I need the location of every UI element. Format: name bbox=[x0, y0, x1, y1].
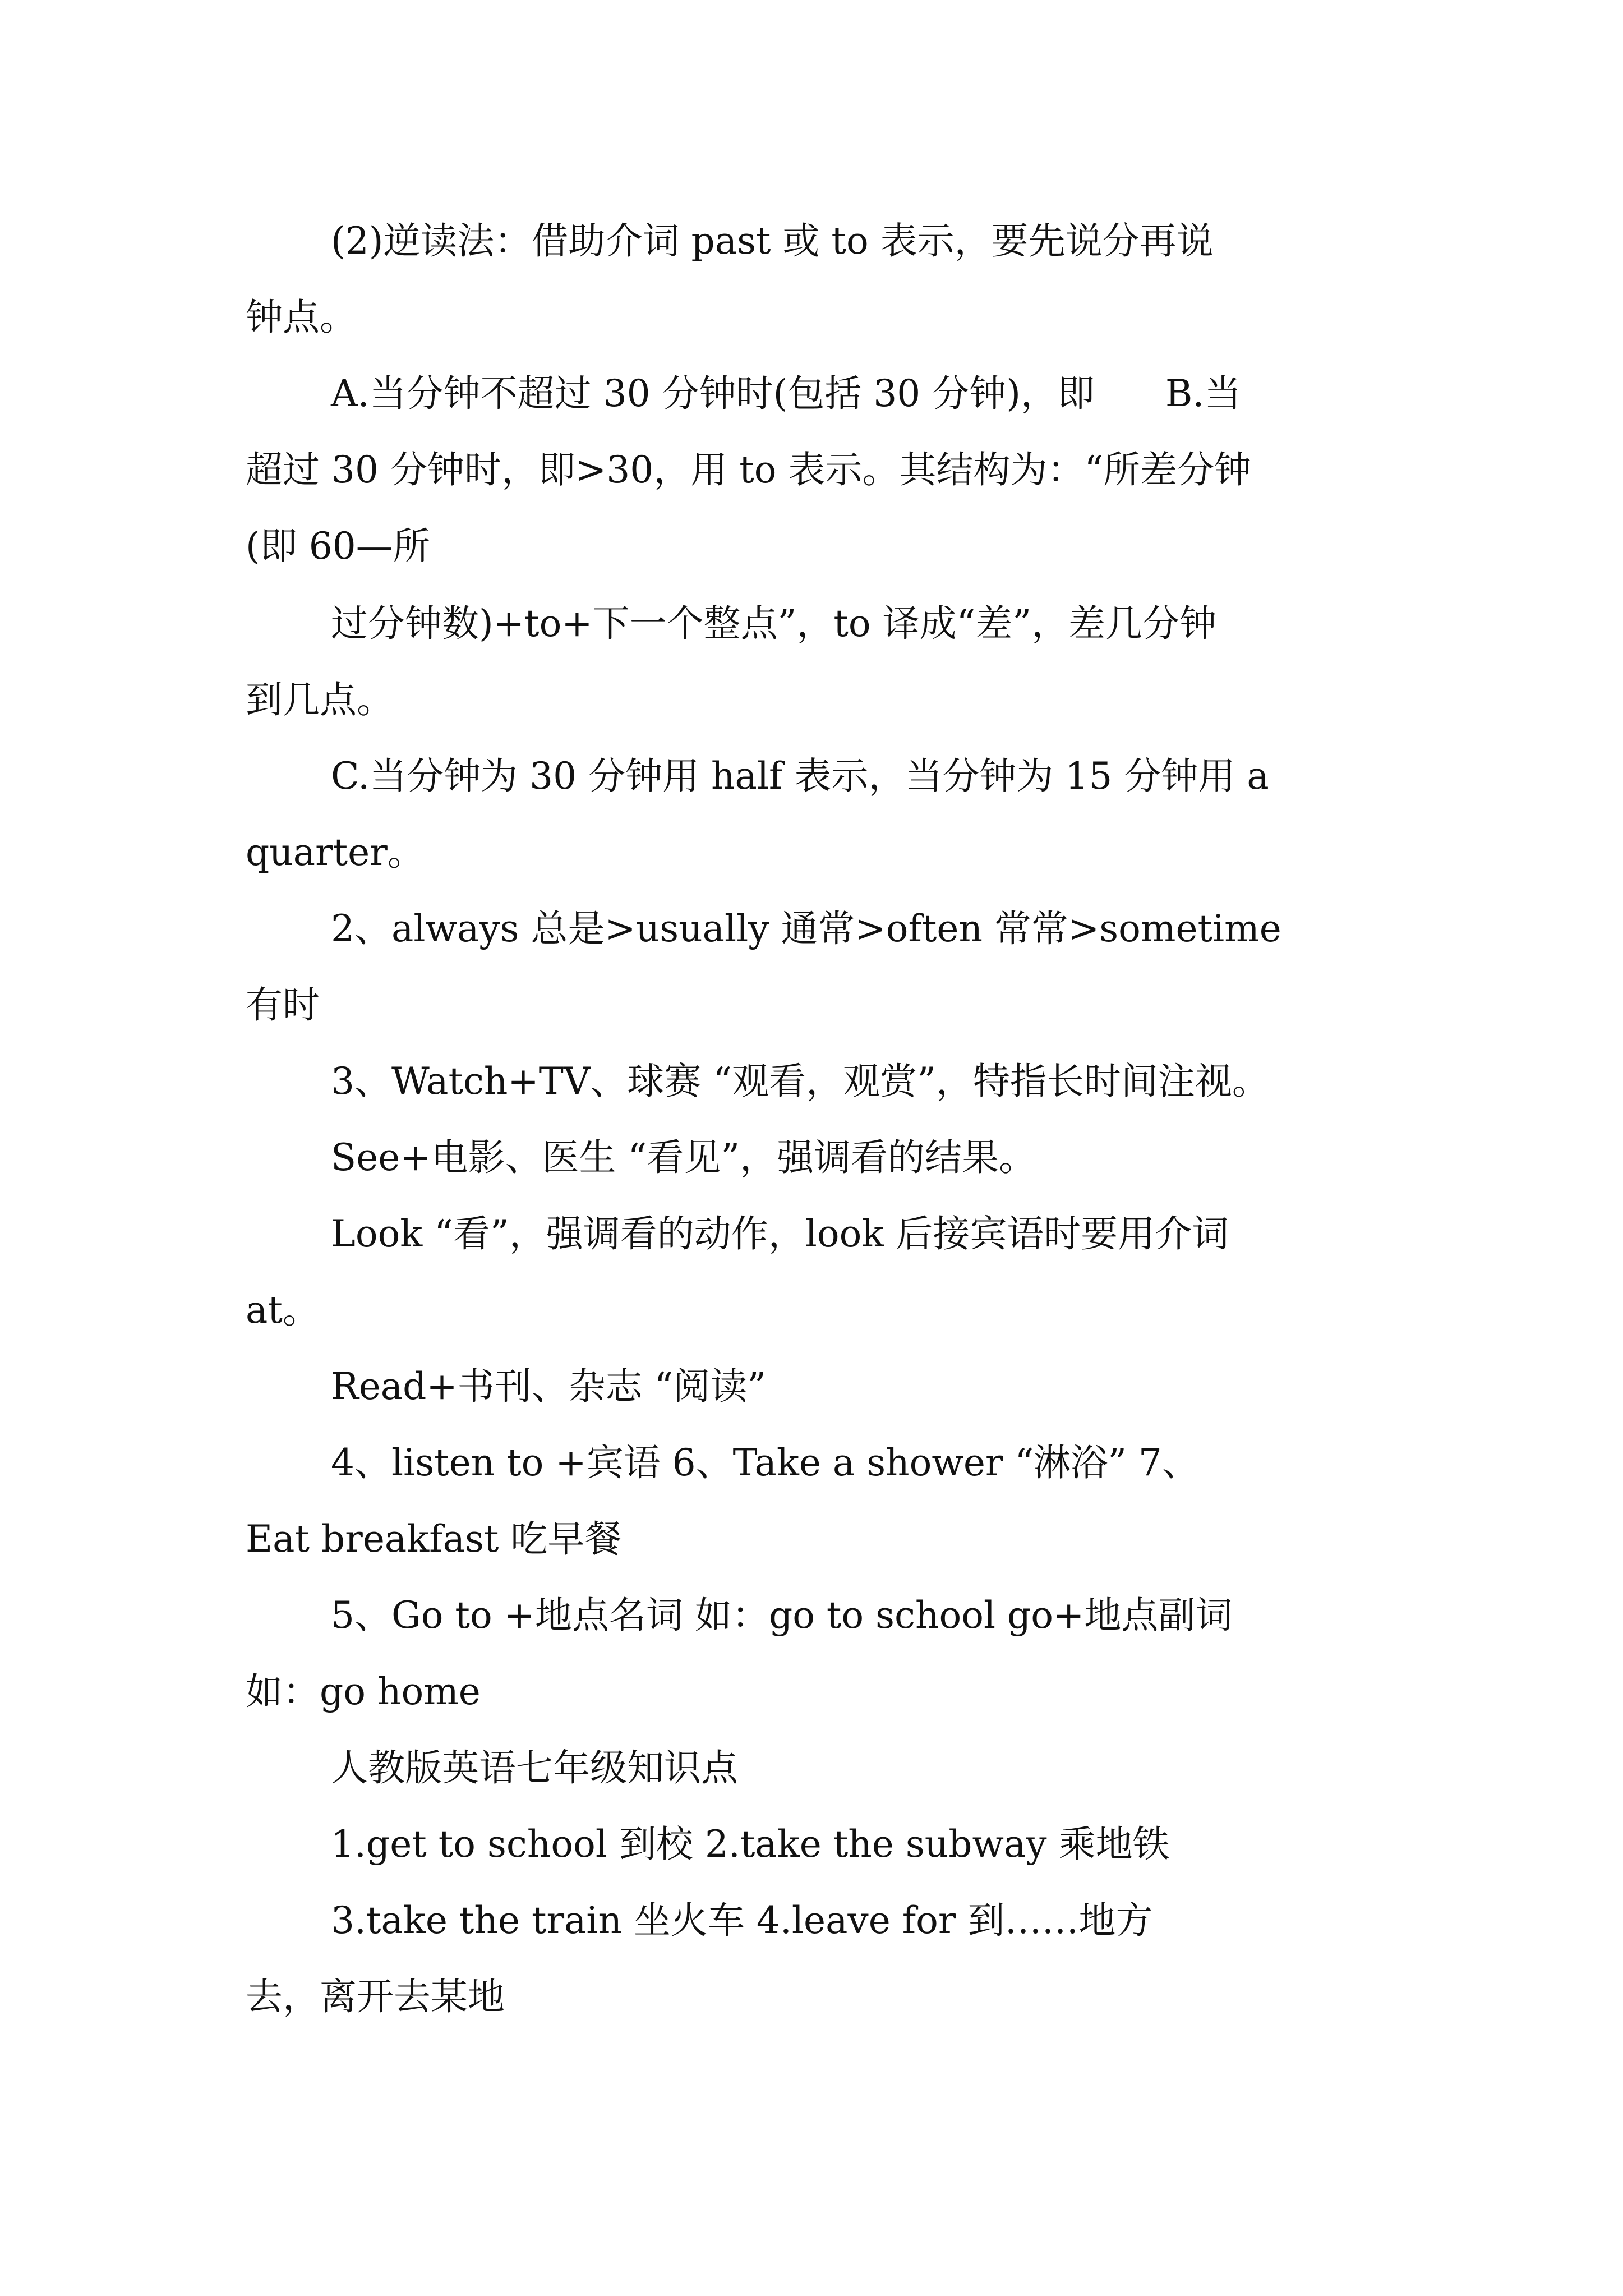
text-line-21: 人教版英语七年级知识点 bbox=[331, 1746, 738, 1789]
text-line-11: 有时 bbox=[246, 983, 320, 1027]
text-line-7: 到几点。 bbox=[246, 678, 394, 721]
text-line-1: (2)逆读法：借助介词 past 或 to 表示，要先说分再说 bbox=[331, 219, 1214, 263]
text-line-2: 钟点。 bbox=[246, 296, 357, 339]
text-line-9: quarter。 bbox=[246, 831, 425, 874]
text-line-20: 如：go home bbox=[246, 1670, 481, 1713]
text-line-12: 3、Watch+TV、球赛 “观看，观赏”，特指长时间注视。 bbox=[331, 1060, 1269, 1103]
text-line-14: Look “看”，强调看的动作，look 后接宾语时要用介词 bbox=[331, 1212, 1229, 1255]
text-line-15: at。 bbox=[246, 1289, 320, 1332]
text-line-16: Read+书刊、杂志 “阅读” bbox=[331, 1365, 767, 1408]
text-line-23: 3.take the train 坐火车 4.leave for 到……地方 bbox=[331, 1899, 1153, 1942]
text-line-13: See+电影、医生 “看见”，强调看的结果。 bbox=[331, 1136, 1036, 1179]
text-line-17: 4、listen to +宾语 6、Take a shower “淋浴” 7、 bbox=[331, 1441, 1199, 1484]
text-line-18: Eat breakfast 吃早餐 bbox=[246, 1517, 622, 1561]
text-line-5: (即 60—所 bbox=[246, 524, 430, 568]
text-line-3: A.当分钟不超过 30 分钟时(包括 30 分钟)，即 B.当 bbox=[331, 372, 1242, 415]
text-line-6: 过分钟数)+to+下一个整点”，to 译成“差”，差几分钟 bbox=[331, 602, 1217, 645]
text-line-10: 2、always 总是>usually 通常>often 常常>sometime bbox=[331, 907, 1281, 950]
text-line-4: 超过 30 分钟时，即>30，用 to 表示。其结构为：“所差分钟 bbox=[246, 448, 1252, 491]
text-line-22: 1.get to school 到校 2.take the subway 乘地铁 bbox=[331, 1823, 1170, 1866]
text-line-8: C.当分钟为 30 分钟用 half 表示，当分钟为 15 分钟用 a bbox=[331, 754, 1269, 798]
text-line-19: 5、Go to +地点名词 如：go to school go+地点副词 bbox=[331, 1594, 1233, 1637]
text-line-24: 去，离开去某地 bbox=[246, 1975, 505, 2018]
